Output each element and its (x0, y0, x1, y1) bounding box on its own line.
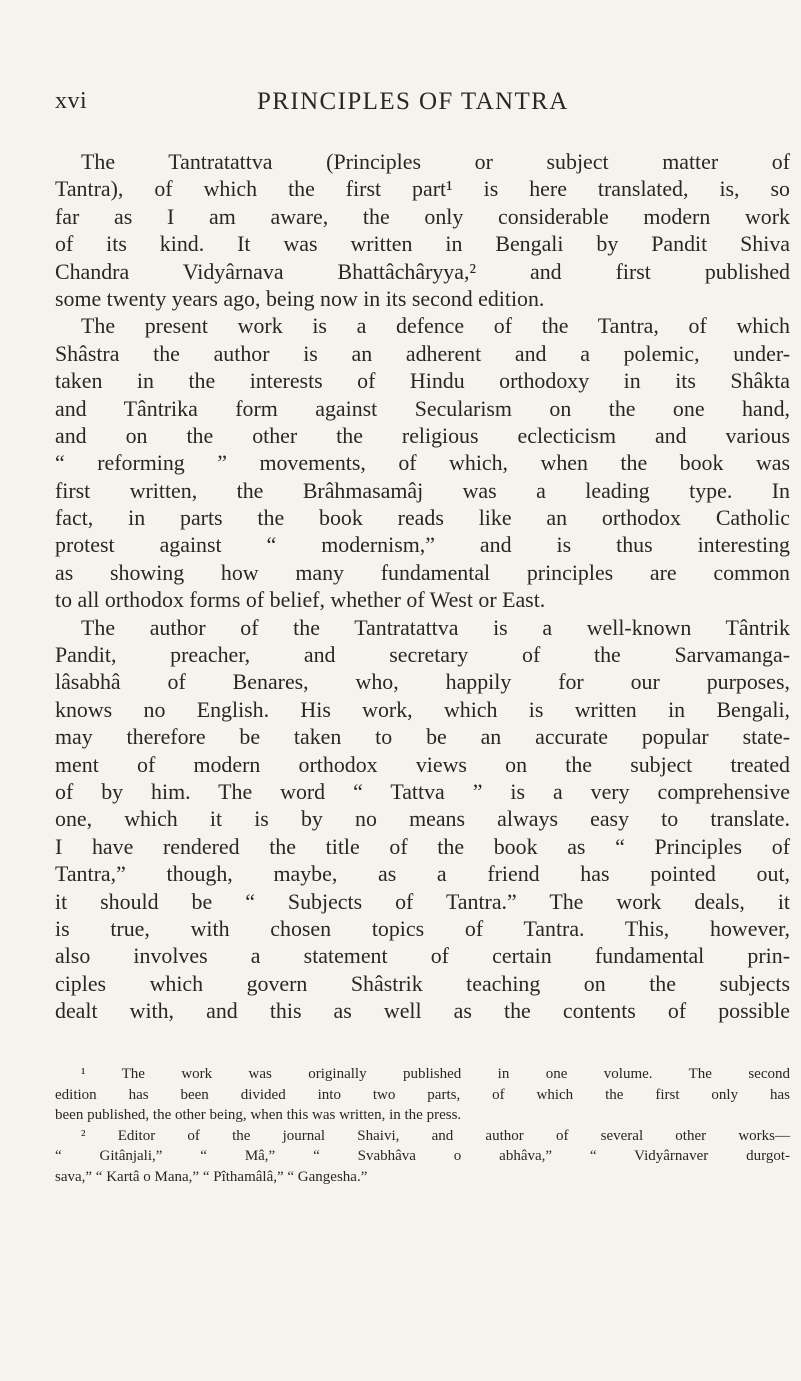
text-line: knows no English. His work, which is written in Bengali, (55, 696, 790, 722)
footnote-line: sava,” “ Kartâ o Mana,” “ Pîthamâlâ,” “ Gangesha.” (55, 1168, 368, 1185)
text-line: Chandra Vidyârnava Bhattâchâryya,² and first published (55, 258, 790, 284)
body-text (55, 148, 790, 1025)
text-line: Shâstra the author is an adherent and a polemic, under- (55, 340, 790, 366)
footnote-line: ¹ The work was originally published in one volume. The second (81, 1066, 790, 1082)
text-line: some twenty years ago, being now in its second edition. (55, 285, 545, 311)
text-line: ciples which govern Shâstrik teaching on the subjects (55, 970, 790, 996)
text-line: far as I am aware, the only considerable modern work (55, 203, 790, 229)
footnote-line: “ Gitânjali,” “ Mâ,” “ Svabhâva o abhâva,” “ Vidyârnaver durgot- (55, 1148, 790, 1165)
text-line: Tantra), of which the first part¹ is here translated, is, so (55, 176, 790, 202)
text-line: ment of modern orthodox views on the subject treated (55, 751, 790, 777)
footnotes (55, 1064, 790, 1188)
text-line: may therefore be taken to be an accurate popular state- (55, 724, 790, 750)
text-line: protest against “ modernism,” and is thus interesting (55, 532, 790, 558)
text-line: and Tântrika form against Secularism on the one hand, (55, 395, 790, 421)
running-head: PRINCIPLES OF TANTRA (257, 88, 569, 115)
text-line: and on the other the religious eclecticism and various (55, 422, 790, 448)
text-line: fact, in parts the book reads like an orthodox Catholic (55, 505, 790, 531)
text-line: first written, the Brâhmasamâj was a leading type. In (55, 477, 790, 503)
text-line: dealt with, and this as well as the contents of possible (55, 998, 790, 1024)
text-line: “ reforming ” movements, of which, when the book was (55, 450, 790, 476)
page-header (55, 88, 745, 128)
text-line: lâsabhâ of Benares, who, happily for our purposes, (55, 669, 790, 695)
text-line: of its kind. It was written in Bengali by Pandit Shiva (55, 231, 790, 257)
text-line: one, which it is by no means always easy to translate. (55, 806, 790, 832)
text-line: as showing how many fundamental principles are common (55, 559, 790, 585)
text-line: taken in the interests of Hindu orthodoxy in its Shâkta (55, 368, 790, 394)
footnote-line: been published, the other being, when this was written, in the press. (55, 1107, 462, 1124)
text-line: The present work is a defence of the Tantra, of which (81, 313, 790, 339)
text-line: also involves a statement of certain fundamental prin- (55, 943, 790, 969)
text-line: Pandit, preacher, and secretary of the Sarvamanga- (55, 642, 790, 668)
footnote-line: edition has been divided into two parts, of which the first only has (55, 1086, 790, 1103)
text-line: to all orthodox forms of belief, whether of West or East. (55, 587, 546, 613)
text-line: The author of the Tantratattva is a well-known Tântrik (81, 614, 790, 640)
text-line: is true, with chosen topics of Tantra. This, however, (55, 915, 790, 941)
text-line: The Tantratattva (Principles or subject matter of (81, 149, 790, 174)
text-line: Tantra,” though, maybe, as a friend has pointed out, (55, 861, 790, 887)
text-line: I have rendered the title of the book as “ Principles of (55, 833, 790, 859)
text-line: of by him. The word “ Tattva ” is a very comprehensive (55, 778, 790, 804)
footnote-line: ² Editor of the journal Shaivi, and author of several other works— (81, 1127, 790, 1144)
page-number: xvi (55, 88, 88, 114)
text-line: it should be “ Subjects of Tantra.” The work deals, it (55, 888, 790, 914)
